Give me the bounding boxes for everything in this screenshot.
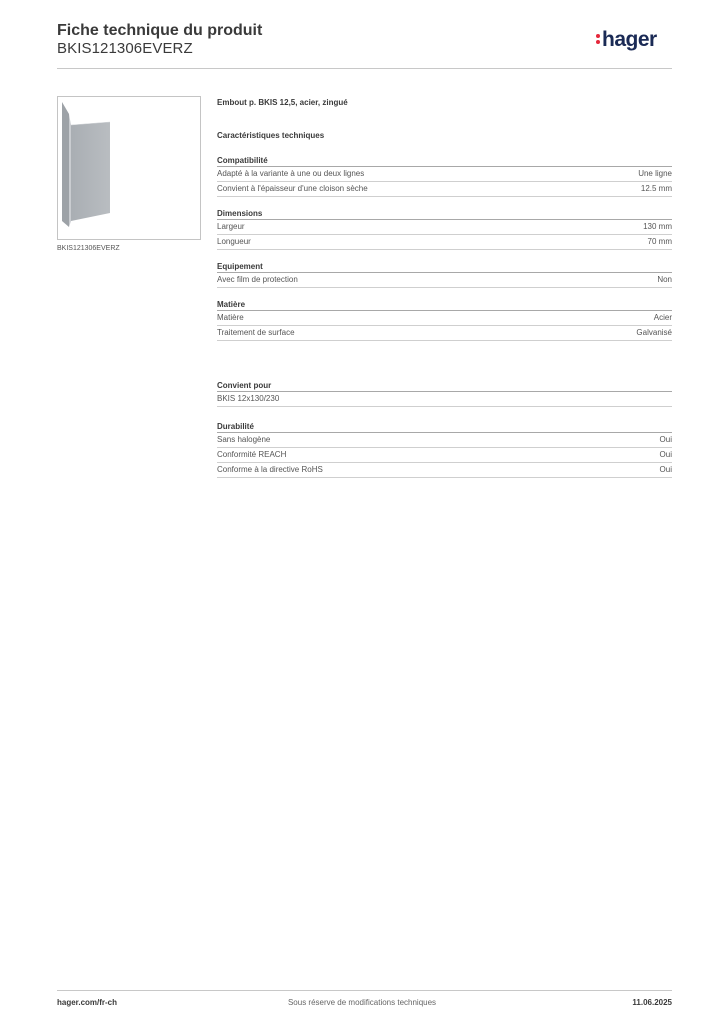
spec-label: Avec film de protection (217, 275, 298, 284)
section-heading: Caractéristiques techniques (217, 131, 325, 140)
spec-value: 130 mm (643, 222, 672, 231)
footer-disclaimer: Sous réserve de modifications techniques (287, 998, 437, 1007)
spec-label: Convient à l'épaisseur d'une cloison sèche (217, 184, 368, 193)
spec-row (217, 235, 672, 250)
group-title: Matière (217, 299, 672, 311)
spec-value: Oui (659, 450, 672, 459)
logo-text: hager (602, 28, 657, 51)
spec-row (217, 448, 672, 463)
spec-label: Sans halogène (217, 435, 271, 444)
product-reference: BKIS121306EVERZ (57, 40, 193, 57)
spec-row (217, 220, 672, 235)
group-title: Compatibilité (217, 155, 672, 167)
group-matiere (217, 299, 672, 341)
product-image-frame (57, 96, 201, 240)
spec-value: Oui (659, 465, 672, 474)
spec-row (217, 182, 672, 197)
spec-label: Longueur (217, 237, 251, 246)
spec-label: Matière (217, 313, 244, 322)
spec-label: Adapté à la variante à une ou deux lignes (217, 169, 365, 178)
spec-value: Acier (653, 313, 672, 322)
spec-row (217, 311, 672, 326)
image-caption: BKIS121306EVERZ (57, 245, 120, 252)
logo-dots-icon (596, 33, 601, 45)
spec-row (217, 326, 672, 341)
group-compatibilite (217, 155, 672, 197)
group-title: Equipement (217, 261, 672, 273)
spec-label: BKIS 12x130/230 (217, 394, 280, 403)
footer-date: 11.06.2025 (632, 998, 672, 1007)
product-description: Embout p. BKIS 12,5, acier, zingué (217, 98, 348, 107)
group-title: Convient pour (217, 380, 672, 392)
hager-logo[interactable] (596, 29, 657, 51)
group-title: Dimensions (217, 208, 672, 220)
spec-label: Traitement de surface (217, 328, 295, 337)
spec-label: Largeur (217, 222, 245, 231)
group-durabilite (217, 421, 672, 478)
spec-row (217, 392, 672, 407)
group-title: Durabilité (217, 421, 672, 433)
spec-row (217, 273, 672, 288)
spec-value: Non (657, 275, 672, 284)
spec-row (217, 167, 672, 182)
group-convient-pour (217, 380, 672, 407)
spec-value: 70 mm (647, 237, 672, 246)
spec-value: 12.5 mm (640, 184, 672, 193)
footer-divider (57, 990, 672, 991)
spec-label: Conforme à la directive RoHS (217, 465, 323, 474)
header-divider (57, 68, 672, 69)
spec-value: Galvanisé (636, 328, 672, 337)
product-image (58, 97, 200, 239)
group-dimensions (217, 208, 672, 250)
spec-row (217, 433, 672, 448)
spec-row (217, 463, 672, 478)
spec-value: Une ligne (638, 169, 672, 178)
page-title: Fiche technique du produit (57, 22, 263, 39)
group-equipement (217, 261, 672, 288)
spec-label: Conformité REACH (217, 450, 287, 459)
spec-value: Oui (659, 435, 672, 444)
footer-website-link[interactable]: hager.com/fr-ch (57, 998, 118, 1007)
